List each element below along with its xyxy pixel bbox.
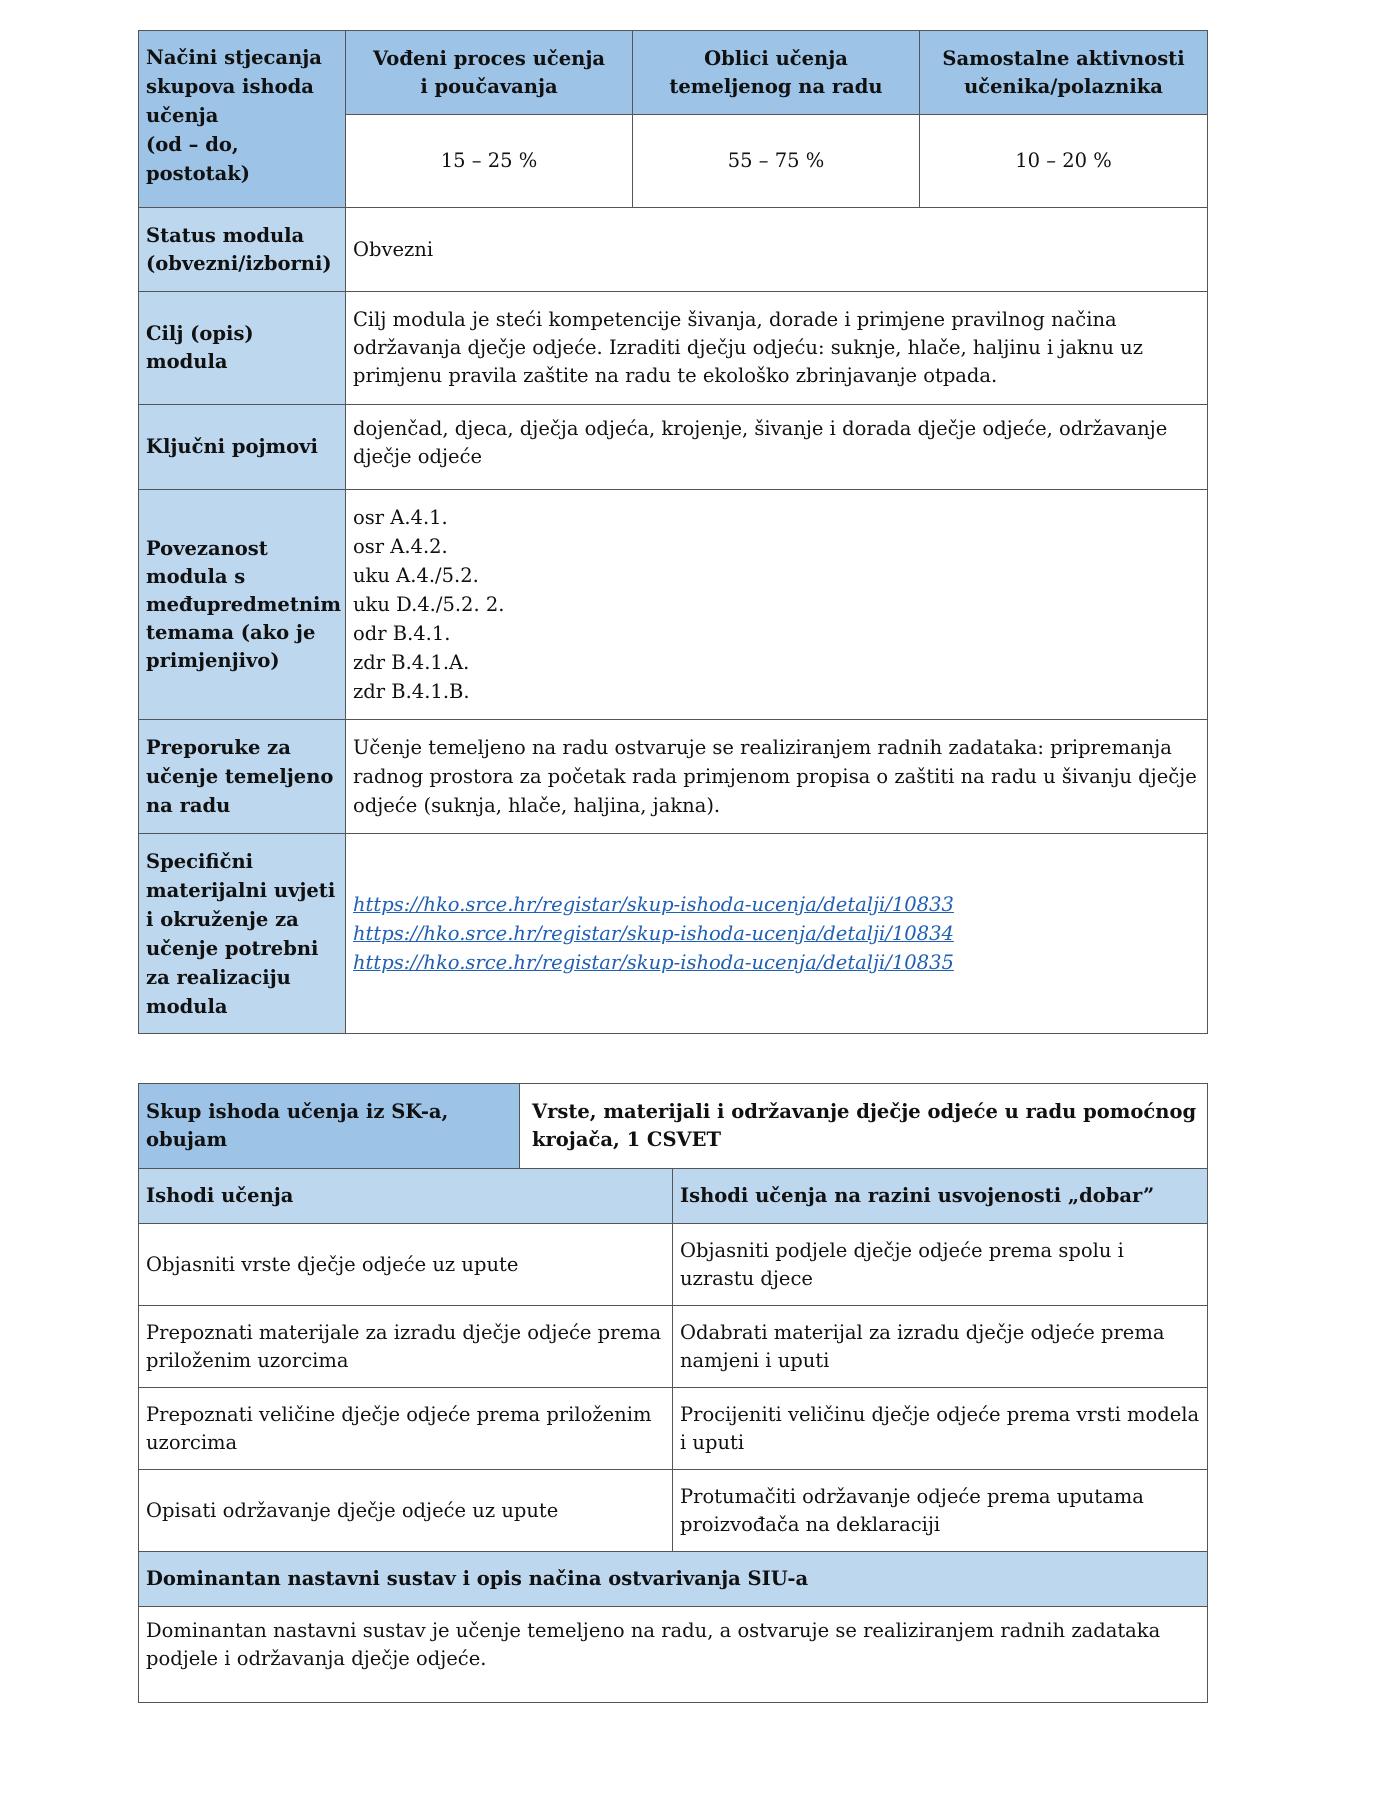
outcome-row	[139, 1388, 1208, 1470]
value-independent: 10 – 20 %	[920, 115, 1208, 208]
value-work-based: 55 – 75 %	[633, 115, 920, 208]
row-value-key-terms: dojenčad, djeca, dječja odjeća, krojenje, šivanje i dorada dječje odjeće, održavanje dječje odjeće	[346, 405, 1208, 490]
label-line: (od – do, postotak)	[146, 133, 251, 185]
outcome: Prepoznati veličine dječje odjeće prema priloženim uzorcima	[139, 1388, 673, 1470]
outcome: Prepoznati materijale za izradu dječje odjeće prema priloženim uzorcima	[139, 1306, 673, 1388]
outcome-row	[139, 1470, 1208, 1552]
cross-curricular-item: zdr B.4.1.B.	[353, 680, 470, 703]
col-header-outcomes: Ishodi učenja	[139, 1169, 673, 1224]
acquisition-label	[139, 31, 346, 208]
col-header-independent: Samostalne aktivnosti učenika/polaznika	[920, 31, 1208, 115]
row-label-key-terms: Ključni pojmovi	[139, 405, 346, 490]
label-line: skupova ishoda	[146, 75, 314, 98]
cross-curricular-item: osr A.4.1.	[353, 506, 448, 529]
row-label-goal: Cilj (opis) modula	[139, 292, 346, 405]
outcome: Objasniti vrste dječje odjeće uz upute	[139, 1224, 673, 1306]
cross-curricular-item: uku D.4./5.2. 2.	[353, 593, 505, 616]
cross-curricular-item: odr B.4.1.	[353, 622, 451, 645]
outcome-good: Objasniti podjele dječje odjeće prema spolu i uzrastu djece	[673, 1224, 1208, 1306]
set-label: Skup ishoda učenja iz SK-a, obujam	[139, 1084, 520, 1169]
outcome: Opisati održavanje dječje odjeće uz upute	[139, 1470, 673, 1552]
outcome-good: Odabrati materijal za izradu dječje odjeće prema namjeni i uputi	[673, 1306, 1208, 1388]
set-value: Vrste, materijali i održavanje dječje odjeće u radu pomoćnog krojača, 1 CSVET	[520, 1084, 1208, 1169]
row-label-work-based-recommendations: Preporuke za učenje temeljeno na radu	[139, 720, 346, 834]
row-value-status: Obvezni	[346, 208, 1208, 292]
outcome-good: Protumačiti održavanje odjeće prema uputama proizvođača na deklaraciji	[673, 1470, 1208, 1552]
col-header-good-level: Ishodi učenja na razini usvojenosti „dobar”	[673, 1169, 1208, 1224]
link-10834[interactable]: https://hko.srce.hr/registar/skup-ishoda-ucenja/detalji/10834	[353, 922, 954, 945]
row-value-work-based-recommendations: Učenje temeljeno na radu ostvaruje se realiziranjem radnih zadataka: pripremanja radnog prostora za početak rada primjenom propisa o zaštiti na radu u šivanju dječje odjeće (suknja, hlače, haljina, jakna).	[346, 720, 1208, 834]
dominant-system-text: Dominantan nastavni sustav je učenje temeljeno na radu, a ostvaruje se realiziranjem radnih zadataka podjele i održavanja dječje odjeće.	[139, 1607, 1208, 1703]
row-label-status: Status modula (obvezni/izborni)	[139, 208, 346, 292]
cross-curricular-item: uku A.4./5.2.	[353, 564, 479, 587]
link-10833[interactable]: https://hko.srce.hr/registar/skup-ishoda-ucenja/detalji/10833	[353, 893, 954, 916]
link-10835[interactable]: https://hko.srce.hr/registar/skup-ishoda-ucenja/detalji/10835	[353, 951, 954, 974]
outcome-row	[139, 1306, 1208, 1388]
label-line: Načini stjecanja	[146, 46, 322, 69]
dominant-system-header: Dominantan nastavni sustav i opis načina ostvarivanja SIU-a	[139, 1552, 1208, 1607]
row-label-cross-curricular: Povezanost modula s međupredmetnim temama (ako je primjenjivo)	[139, 490, 346, 720]
col-header-guided: Vođeni proces učenja i poučavanja	[346, 31, 633, 115]
module-info-table	[138, 30, 1208, 1034]
outcome-good: Procijeniti veličinu dječje odjeće prema vrsti modela i uputi	[673, 1388, 1208, 1470]
label-line: učenja	[146, 104, 219, 127]
row-label-material-conditions: Specifični materijalni uvjeti i okruženje za učenje potrebni za realizaciju modula	[139, 834, 346, 1034]
row-value-goal: Cilj modula je steći kompetencije šivanja, dorade i primjene pravilnog načina održavanja dječje odjeće. Izraditi dječju odjeću: suknje, hlače, haljinu i jaknu uz primjenu pravila zaštite na radu te ekološko zbrinjavanje otpada.	[346, 292, 1208, 405]
outcome-row	[139, 1224, 1208, 1306]
row-value-cross-curricular	[346, 490, 1208, 720]
value-guided: 15 – 25 %	[346, 115, 633, 208]
cross-curricular-item: zdr B.4.1.A.	[353, 651, 470, 674]
cross-curricular-item: osr A.4.2.	[353, 535, 448, 558]
col-header-work-based: Oblici učenja temeljenog na radu	[633, 31, 920, 115]
learning-outcomes-table	[138, 1083, 1208, 1703]
row-value-material-conditions	[346, 834, 1208, 1034]
